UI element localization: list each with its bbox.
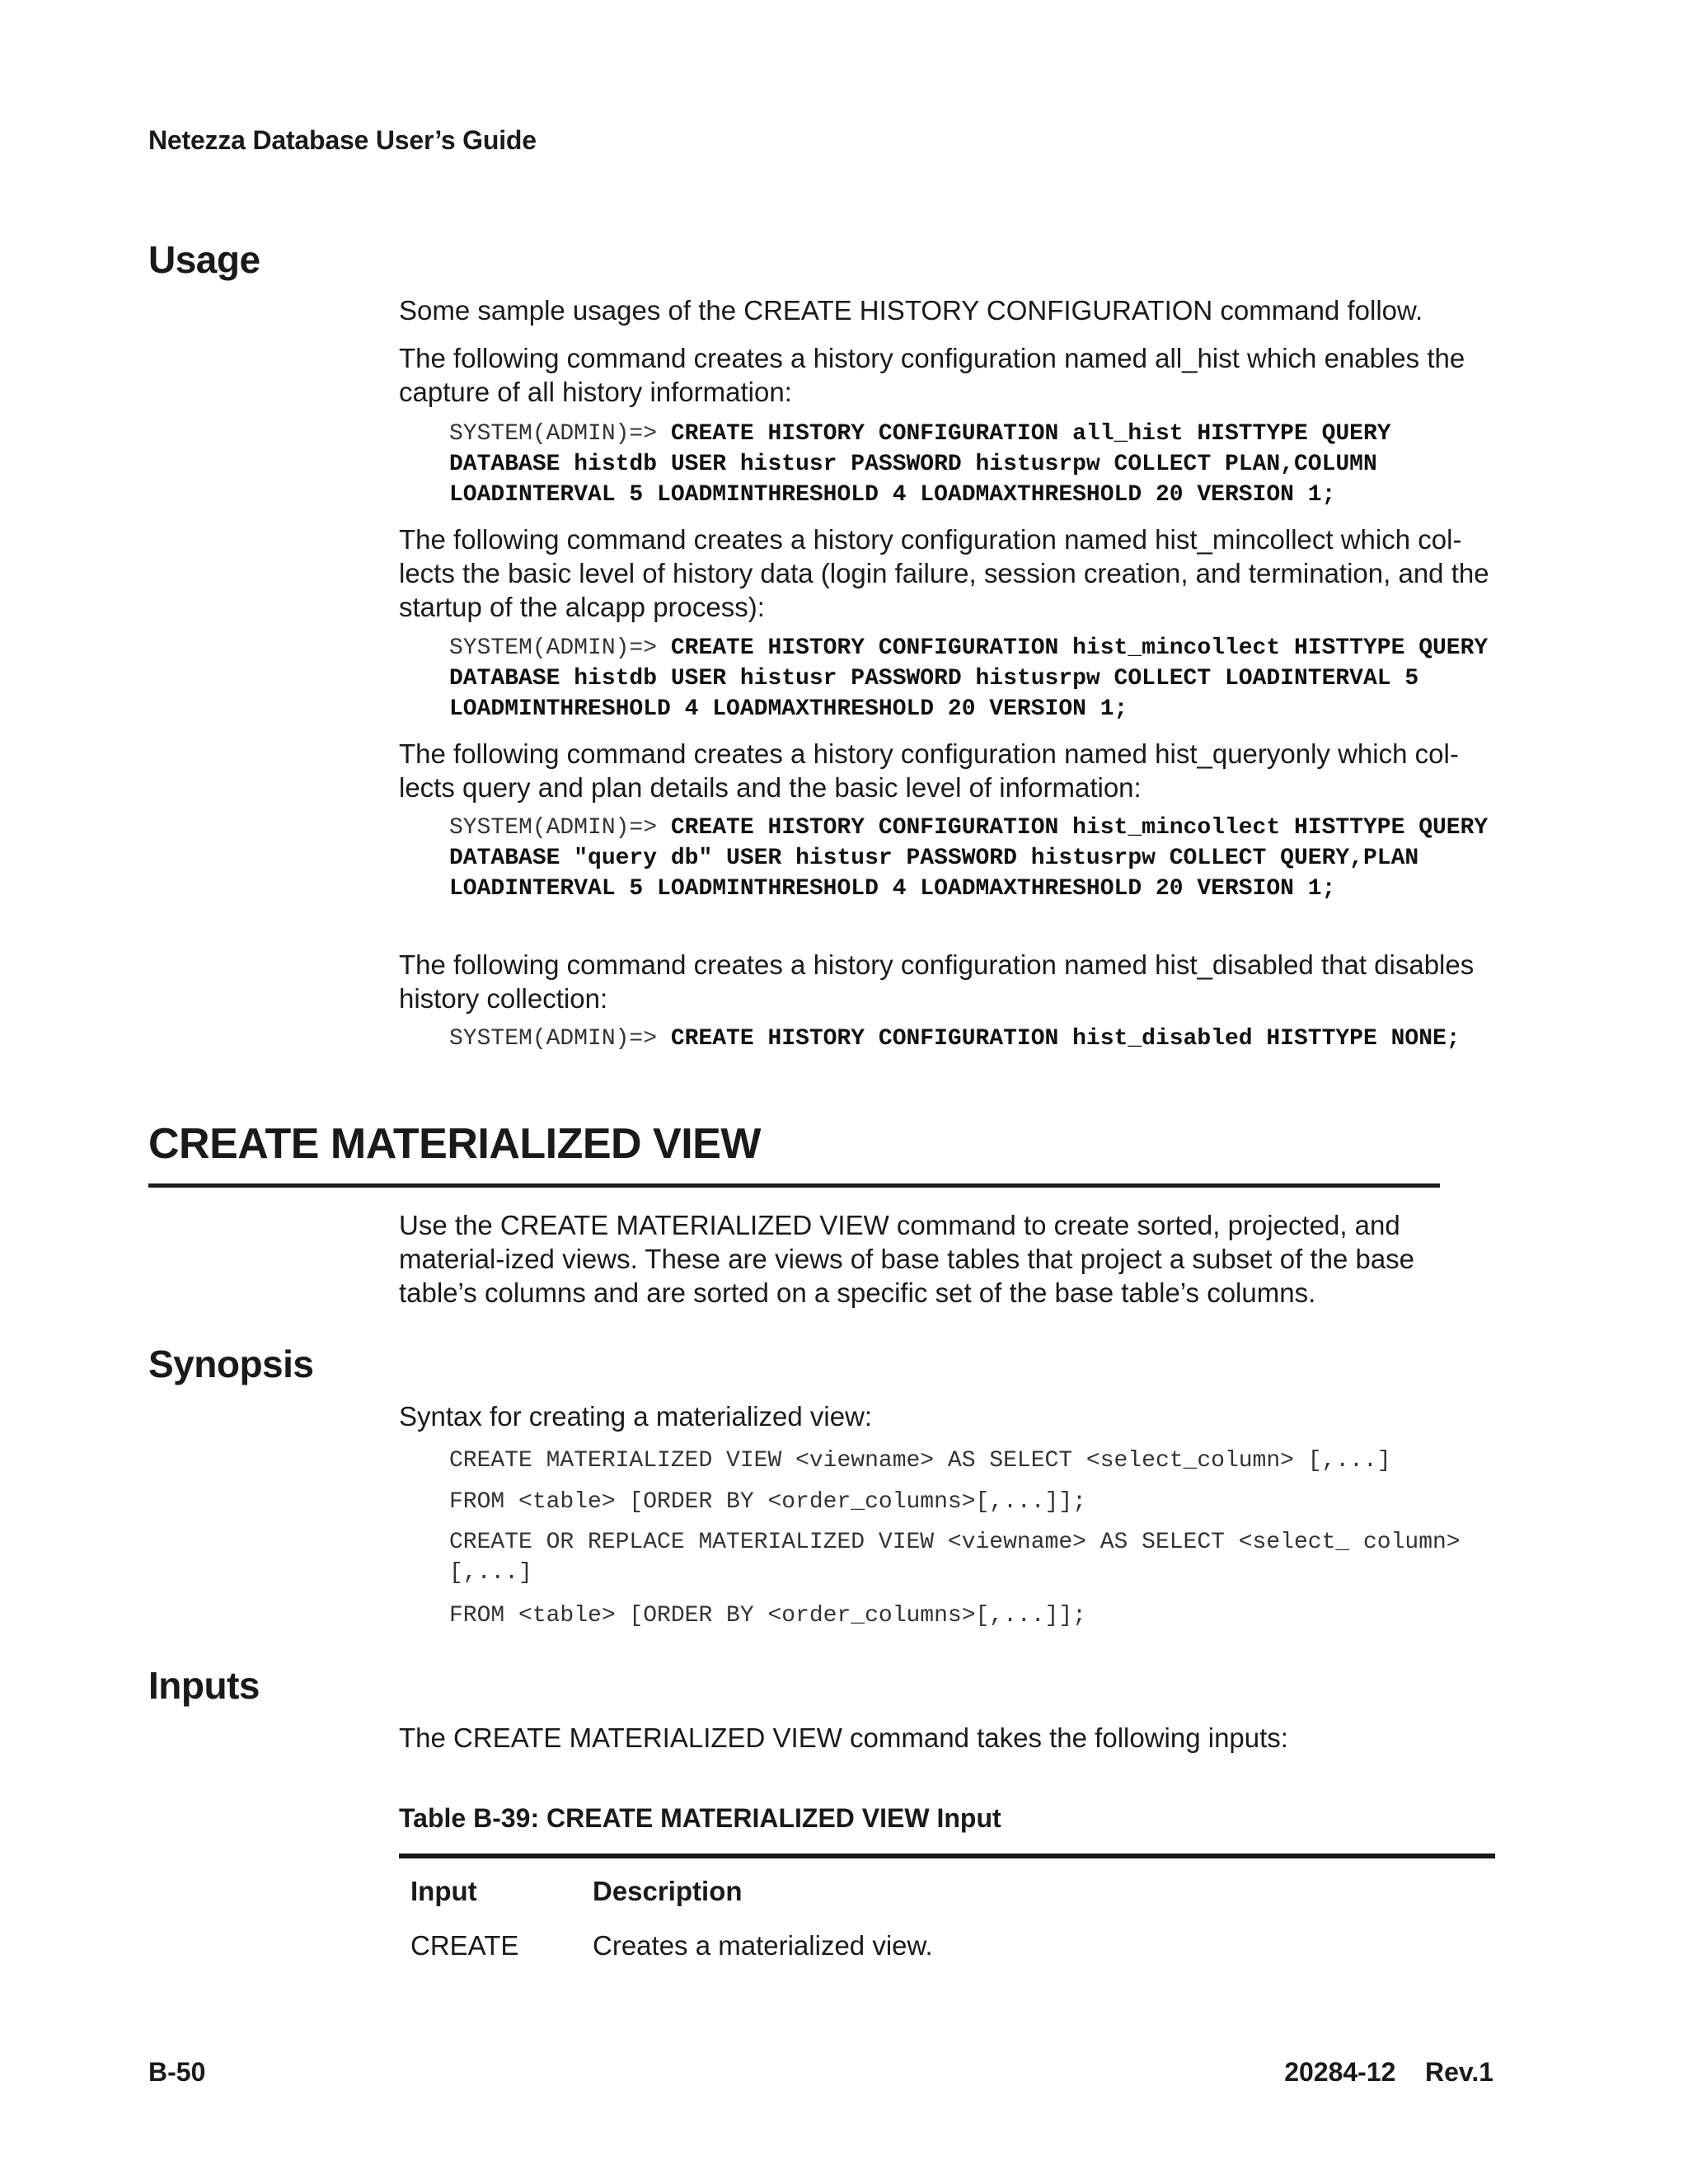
sql-command: CREATE HISTORY CONFIGURATION all_hist HISTTYPE QUERY DATABASE histdb USER histusr PASSWORD histusrpw COLLECT PLAN,COLUMN LOADINTERVAL 5 LOADMINTHRESHOLD 4 LOADMAXTHRESHOLD 20 VERSION 1;: [449, 421, 1405, 508]
prompt: SYSTEM(ADMIN)=>: [449, 421, 671, 447]
example-1-code: [449, 419, 1496, 510]
sql-command: CREATE HISTORY CONFIGURATION hist_mincollect HISTTYPE QUERY DATABASE histdb USER histusr PASSWORD histusrpw COLLECT LOADINTERVAL 5 LOADMINTHRESHOLD 4 LOADMAXTHRESHOLD 20 VERSION 1;: [449, 635, 1503, 722]
example-2-code: [449, 633, 1503, 724]
synopsis-line-4: FROM <table> [ORDER BY <order_columns>[,...]];: [449, 1603, 1086, 1629]
inputs-table: [399, 1864, 1495, 1973]
prompt: SYSTEM(ADMIN)=>: [449, 815, 671, 841]
column-header: Input: [410, 1876, 477, 1906]
inputs-heading: Inputs: [148, 1664, 260, 1707]
section-rule: [148, 1183, 1440, 1188]
synopsis-line-3: CREATE OR REPLACE MATERIALIZED VIEW <viewname> AS SELECT <select_ column> [,...]: [449, 1530, 1475, 1586]
usage-intro: Some sample usages of the CREATE HISTORY CONFIGURATION command follow.: [399, 295, 1423, 326]
usage-heading: Usage: [148, 238, 260, 281]
synopsis-heading: Synopsis: [148, 1343, 314, 1385]
running-header: Netezza Database User’s Guide: [148, 125, 537, 155]
table-top-rule: [399, 1854, 1495, 1858]
inputs-intro: The CREATE MATERIALIZED VIEW command takes the following inputs:: [399, 1722, 1288, 1753]
column-header: Description: [593, 1876, 743, 1906]
example-4-text: The following command creates a history configuration named hist_disabled that disables history collection:: [399, 949, 1475, 1014]
example-4-code: [449, 1024, 1496, 1054]
example-3-code: [449, 813, 1503, 904]
example-3-text: The following command creates a history configuration named hist_queryonly which col-lects query and plan details and the basic level of information:: [399, 738, 1459, 803]
table-header-row: [399, 1864, 1495, 1919]
table-cell: CREATE: [410, 1930, 519, 1961]
table-caption: Table B-39: CREATE MATERIALIZED VIEW Input: [399, 1803, 1001, 1833]
synopsis-intro: Syntax for creating a materialized view:: [399, 1401, 873, 1432]
example-2-text: The following command creates a history configuration named hist_mincollect which col-lects the basic level of history data (login failure, session creation, and termination, and the startup of the alcapp process):: [399, 524, 1489, 622]
example-1-text: The following command creates a history configuration named all_hist which enables the capture of all history information:: [399, 343, 1465, 407]
sql-command: CREATE HISTORY CONFIGURATION hist_mincollect HISTTYPE QUERY DATABASE "query db" USER histusr PASSWORD histusrpw COLLECT QUERY,PLAN LOADINTERVAL 5 LOADMINTHRESHOLD 4 LOADMAXTHRESHOLD 20 VERSION 1;: [449, 815, 1503, 902]
table-row: [399, 1919, 1495, 1973]
sql-command: CREATE HISTORY CONFIGURATION hist_disabled HISTTYPE NONE;: [670, 1026, 1461, 1052]
prompt: SYSTEM(ADMIN)=>: [449, 635, 671, 661]
section-heading: CREATE MATERIALIZED VIEW: [148, 1120, 761, 1168]
prompt: SYSTEM(ADMIN)=>: [449, 1026, 671, 1052]
table-cell: Creates a materialized view.: [593, 1930, 933, 1961]
document-id: 20284-12 Rev.1: [1284, 2057, 1493, 2087]
cmv-description: Use the CREATE MATERIALIZED VIEW command to create sorted, projected, and material-ized views. These are views of base tables that project a subset of the base table’s columns and are sorted on a specific set of the base table’s columns.: [399, 1210, 1415, 1308]
synopsis-line-1: CREATE MATERIALIZED VIEW <viewname> AS SELECT <select_column> [,...]: [449, 1448, 1391, 1474]
page-number: B-50: [148, 2057, 206, 2087]
synopsis-line-2: FROM <table> [ORDER BY <order_columns>[,...]];: [449, 1489, 1086, 1515]
